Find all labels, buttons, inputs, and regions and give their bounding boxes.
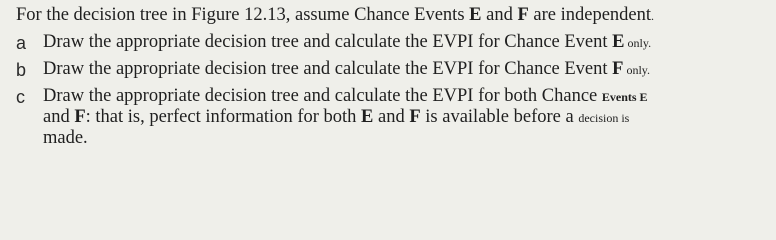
- item-c-line1-text: Draw the appropriate decision tree and calculate the EVPI for both Chance: [43, 86, 602, 106]
- item-a-tail: only: [624, 36, 649, 50]
- item-c-line-2: [43, 107, 768, 128]
- item-text-a: [43, 32, 768, 53]
- intro-event-f: F: [517, 5, 529, 25]
- item-c-line2-f: F: [74, 107, 86, 127]
- item-c-line1-tail: Events E: [601, 90, 648, 104]
- item-c-line2-e: E: [361, 107, 374, 127]
- item-letter-c: c: [16, 87, 25, 107]
- item-c-line-1: [43, 86, 768, 107]
- item-a-text: Draw the appropriate decision tree and calculate the EVPI for Chance Event: [43, 32, 613, 52]
- exercise-intro: [16, 4, 768, 27]
- intro-text-c: are independent: [528, 5, 652, 25]
- item-b-tail: only: [623, 63, 648, 77]
- item-c-line2-a: and: [43, 107, 75, 127]
- item-letter-a: a: [16, 33, 27, 53]
- item-text-b: [43, 59, 768, 80]
- item-c-line2-tail: decision is: [578, 111, 630, 125]
- intro-event-e: E: [469, 5, 482, 25]
- intro-end-period: .: [651, 9, 655, 23]
- item-text-c: [43, 86, 768, 148]
- item-letter-b: b: [16, 60, 27, 80]
- item-a-event: E: [612, 32, 625, 52]
- item-a-period: .: [648, 36, 652, 50]
- exercise-item-c: [16, 86, 768, 148]
- item-b-event: F: [612, 59, 624, 79]
- exercise-item-b: [16, 59, 768, 80]
- item-c-line2-b: : that is, perfect information for both: [85, 107, 362, 127]
- item-b-text: Draw the appropriate decision tree and calculate the EVPI for Chance Event: [43, 59, 613, 79]
- item-b-period: .: [647, 63, 651, 77]
- intro-text-b: and: [481, 5, 518, 25]
- item-c-line2-c: and: [373, 107, 410, 127]
- item-c-line2-f2: F: [409, 107, 421, 127]
- item-c-line2-d: is available before a: [420, 107, 579, 127]
- item-c-line-3: made.: [43, 128, 88, 148]
- exercise-item-a: [16, 32, 768, 53]
- intro-text-a: For the decision tree in Figure 12.13, assume Chance Events: [16, 5, 470, 25]
